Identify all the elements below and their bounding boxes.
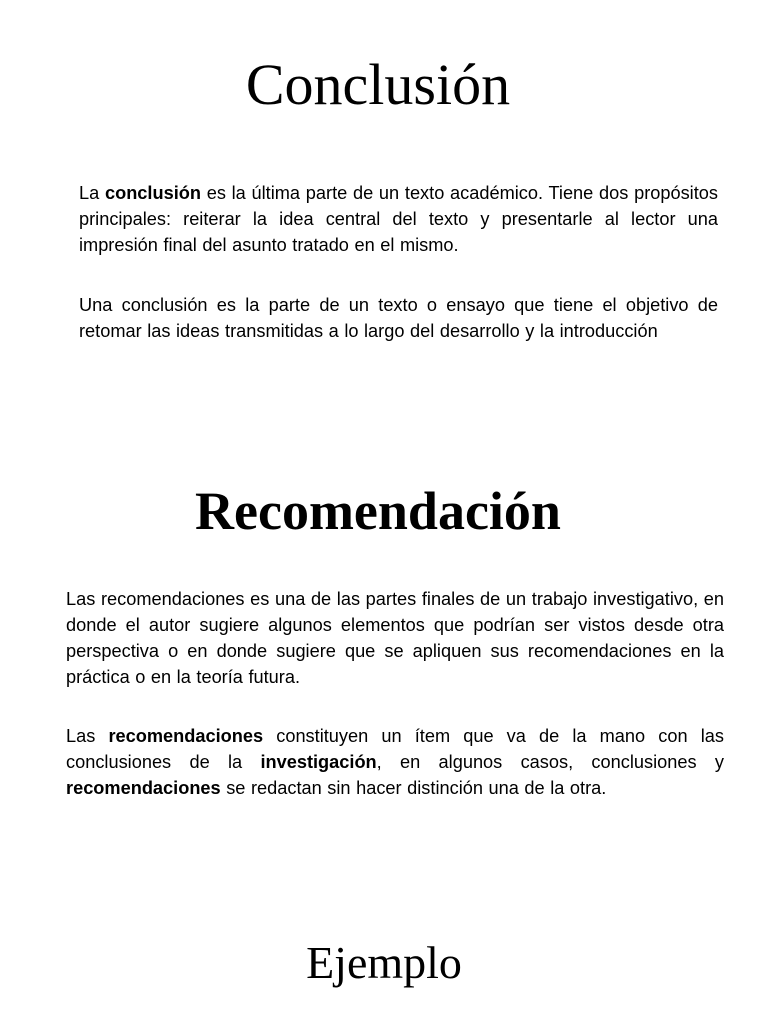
text-run: , en algunos casos, conclusiones y bbox=[376, 752, 724, 772]
bold-term-recomendaciones: recomendaciones bbox=[108, 726, 264, 746]
bold-term-investigacion: investigación bbox=[260, 752, 377, 772]
text-run: se redactan sin hacer distinción una de la otra. bbox=[220, 778, 607, 798]
conclusion-paragraph-2: Una conclusión es la parte de un texto o ensayo que tiene el objetivo de retomar las ideas transmitidas a lo largo del desarrollo y la introducción bbox=[79, 295, 718, 341]
text-run: es la última parte de un texto académico. Tiene dos propósitos principales: reiterar la idea central del texto y presentarle al lector una impresión final del asunto tratado en el mismo. bbox=[79, 183, 718, 255]
conclusion-heading: Conclusión bbox=[245, 52, 511, 117]
recomendacion-paragraph-1: Las recomendaciones es una de las partes finales de un trabajo investigativo, en donde el autor sugiere algunos elementos que podrían ser vistos desde otra perspectiva o en donde sugiere que se apliquen sus recomendaciones en la práctica o en la teoría futura. bbox=[66, 589, 724, 687]
conclusion-paragraph-1 bbox=[79, 180, 718, 258]
text-run: constituyen un ítem que va de la mano con las conclusiones de la bbox=[66, 726, 724, 772]
ejemplo-heading: Ejemplo bbox=[306, 937, 462, 988]
text-run: La bbox=[79, 183, 105, 203]
bold-term-recomendaciones: recomendaciones bbox=[66, 778, 221, 798]
recomendacion-heading: Recomendación bbox=[195, 481, 561, 541]
text-run: Las bbox=[66, 726, 109, 746]
recomendacion-paragraph-2 bbox=[66, 723, 724, 801]
bold-term-conclusion: conclusión bbox=[104, 183, 201, 203]
